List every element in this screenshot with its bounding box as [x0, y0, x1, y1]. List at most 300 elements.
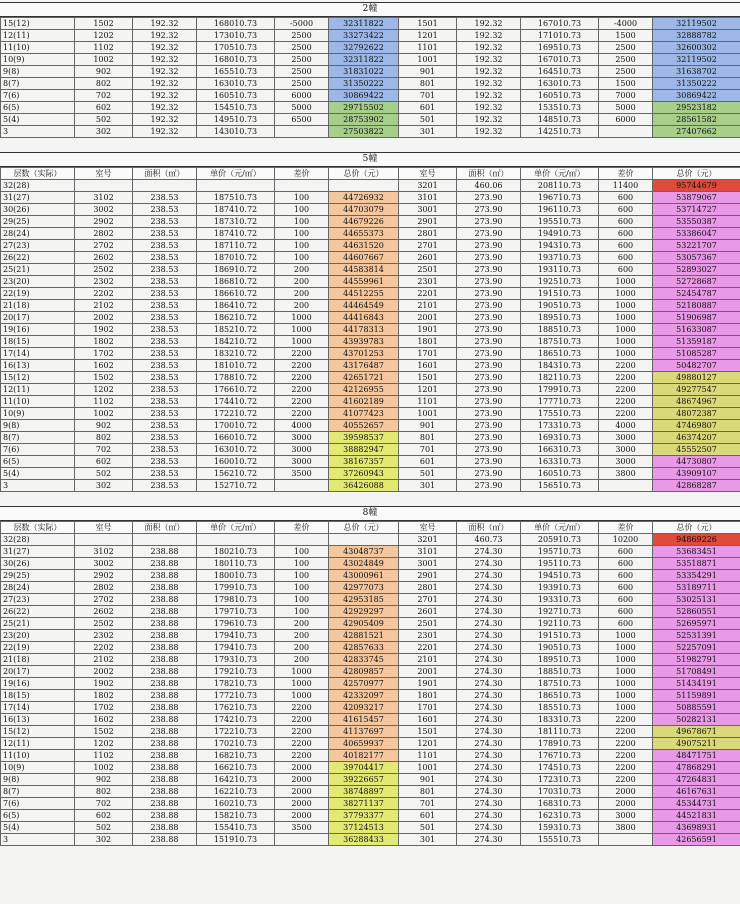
left-price-diff-cell[interactable]: 2000 — [275, 786, 329, 798]
left-room-cell[interactable]: 2302 — [75, 276, 133, 288]
right-price-diff-cell[interactable]: 600 — [599, 606, 653, 618]
left-unit-price-cell[interactable]: 183210.72 — [197, 348, 275, 360]
left-total-price-cell[interactable]: 44559961 — [329, 276, 399, 288]
left-price-diff-cell[interactable]: 200 — [275, 288, 329, 300]
right-price-diff-cell[interactable]: 1000 — [599, 288, 653, 300]
left-room-cell[interactable]: 1802 — [75, 690, 133, 702]
floor-cell[interactable]: 16(13) — [1, 714, 75, 726]
left-area-cell[interactable]: 238.88 — [133, 702, 197, 714]
right-area-cell[interactable]: 273.90 — [457, 300, 521, 312]
floor-cell[interactable]: 18(15) — [1, 336, 75, 348]
left-price-diff-cell[interactable]: 2200 — [275, 384, 329, 396]
left-area-cell[interactable]: 192.32 — [133, 42, 197, 54]
right-room-cell[interactable]: 2101 — [399, 300, 457, 312]
right-price-diff-cell[interactable]: 1000 — [599, 666, 653, 678]
left-price-diff-cell[interactable]: 100 — [275, 570, 329, 582]
right-area-cell[interactable]: 273.90 — [457, 468, 521, 480]
floor-cell[interactable]: 6(5) — [1, 456, 75, 468]
right-unit-price-cell[interactable]: 168310.73 — [521, 798, 599, 810]
right-total-price-cell[interactable]: 48674967 — [653, 396, 740, 408]
right-area-cell[interactable]: 273.90 — [457, 276, 521, 288]
left-room-cell[interactable]: 2202 — [75, 288, 133, 300]
right-unit-price-cell[interactable]: 175510.73 — [521, 408, 599, 420]
right-area-cell[interactable]: 274.30 — [457, 702, 521, 714]
floor-cell[interactable]: 19(16) — [1, 324, 75, 336]
left-total-price-cell[interactable]: 30869422 — [329, 90, 399, 102]
right-area-cell[interactable]: 273.90 — [457, 336, 521, 348]
right-area-cell[interactable]: 273.90 — [457, 408, 521, 420]
right-unit-price-cell[interactable]: 192710.73 — [521, 606, 599, 618]
left-area-cell[interactable]: 238.88 — [133, 822, 197, 834]
left-unit-price-cell[interactable]: 187110.72 — [197, 240, 275, 252]
left-total-price-cell[interactable]: 42833745 — [329, 654, 399, 666]
right-room-cell[interactable]: 3201 — [399, 534, 457, 546]
left-area-cell[interactable]: 238.88 — [133, 582, 197, 594]
right-price-diff-cell[interactable]: 600 — [599, 582, 653, 594]
left-room-cell[interactable]: 1102 — [75, 396, 133, 408]
left-area-cell[interactable]: 238.53 — [133, 348, 197, 360]
right-price-diff-cell[interactable]: 600 — [599, 204, 653, 216]
right-price-diff-cell[interactable]: 600 — [599, 570, 653, 582]
right-area-cell[interactable]: 274.30 — [457, 798, 521, 810]
left-room-cell[interactable]: 2002 — [75, 312, 133, 324]
left-area-cell[interactable]: 238.88 — [133, 714, 197, 726]
right-area-cell[interactable]: 274.30 — [457, 606, 521, 618]
left-price-diff-cell[interactable]: 200 — [275, 618, 329, 630]
left-area-cell[interactable]: 238.53 — [133, 432, 197, 444]
left-area-cell[interactable]: 238.53 — [133, 360, 197, 372]
right-room-cell[interactable]: 2901 — [399, 570, 457, 582]
column-header[interactable]: 总价（元） — [329, 522, 399, 534]
left-total-price-cell[interactable]: 44726932 — [329, 192, 399, 204]
right-unit-price-cell[interactable]: 196710.73 — [521, 192, 599, 204]
left-price-diff-cell[interactable]: 2200 — [275, 372, 329, 384]
left-area-cell[interactable]: 238.53 — [133, 264, 197, 276]
left-room-cell[interactable]: 602 — [75, 456, 133, 468]
right-room-cell[interactable]: 1701 — [399, 348, 457, 360]
right-room-cell[interactable]: 3101 — [399, 546, 457, 558]
left-room-cell[interactable]: 902 — [75, 66, 133, 78]
left-price-diff-cell[interactable]: 1000 — [275, 324, 329, 336]
right-total-price-cell[interactable]: 52531391 — [653, 630, 740, 642]
left-total-price-cell[interactable]: 42977073 — [329, 582, 399, 594]
left-price-diff-cell[interactable]: 1000 — [275, 336, 329, 348]
right-room-cell[interactable]: 701 — [399, 798, 457, 810]
right-total-price-cell[interactable]: 52893027 — [653, 264, 740, 276]
right-unit-price-cell[interactable]: 172310.73 — [521, 774, 599, 786]
right-area-cell[interactable]: 273.90 — [457, 456, 521, 468]
right-room-cell[interactable]: 2501 — [399, 264, 457, 276]
left-unit-price-cell[interactable]: 179410.73 — [197, 630, 275, 642]
right-price-diff-cell[interactable]: 1000 — [599, 336, 653, 348]
right-room-cell[interactable]: 301 — [399, 126, 457, 138]
right-price-diff-cell[interactable]: 2200 — [599, 762, 653, 774]
right-total-price-cell[interactable]: 51434191 — [653, 678, 740, 690]
left-price-diff-cell[interactable]: 2200 — [275, 714, 329, 726]
right-total-price-cell[interactable]: 52695971 — [653, 618, 740, 630]
right-price-diff-cell[interactable]: 3000 — [599, 432, 653, 444]
right-total-price-cell[interactable]: 53879067 — [653, 192, 740, 204]
right-area-cell[interactable]: 274.30 — [457, 594, 521, 606]
left-total-price-cell[interactable]: 39598537 — [329, 432, 399, 444]
left-price-diff-cell[interactable]: 100 — [275, 204, 329, 216]
left-total-price-cell[interactable]: 36426088 — [329, 480, 399, 492]
left-unit-price-cell[interactable]: 168010.73 — [197, 54, 275, 66]
right-room-cell[interactable]: 2101 — [399, 654, 457, 666]
left-room-cell[interactable]: 2902 — [75, 570, 133, 582]
right-room-cell[interactable]: 1501 — [399, 18, 457, 30]
right-unit-price-cell[interactable]: 194310.73 — [521, 240, 599, 252]
left-total-price-cell[interactable]: 44583814 — [329, 264, 399, 276]
left-total-price-cell[interactable]: 41077423 — [329, 408, 399, 420]
right-unit-price-cell[interactable]: 188510.73 — [521, 666, 599, 678]
left-area-cell[interactable]: 238.53 — [133, 276, 197, 288]
left-area-cell[interactable]: 238.53 — [133, 372, 197, 384]
right-total-price-cell[interactable]: 30869422 — [653, 90, 740, 102]
left-room-cell[interactable]: 1002 — [75, 408, 133, 420]
floor-cell[interactable]: 10(9) — [1, 408, 75, 420]
right-unit-price-cell[interactable]: 177710.73 — [521, 396, 599, 408]
left-room-cell[interactable]: 1502 — [75, 726, 133, 738]
right-unit-price-cell[interactable]: 205910.73 — [521, 534, 599, 546]
right-area-cell[interactable]: 192.32 — [457, 30, 521, 42]
column-header[interactable]: 室号 — [75, 522, 133, 534]
right-room-cell[interactable]: 2801 — [399, 228, 457, 240]
left-unit-price-cell[interactable]: 180010.73 — [197, 570, 275, 582]
left-unit-price-cell[interactable]: 179610.73 — [197, 618, 275, 630]
left-price-diff-cell[interactable]: 6000 — [275, 90, 329, 102]
right-total-price-cell[interactable]: 42656591 — [653, 834, 740, 846]
right-area-cell[interactable]: 273.90 — [457, 420, 521, 432]
right-area-cell[interactable]: 274.30 — [457, 570, 521, 582]
left-price-diff-cell[interactable]: 100 — [275, 228, 329, 240]
right-area-cell[interactable]: 274.30 — [457, 726, 521, 738]
right-area-cell[interactable]: 274.30 — [457, 546, 521, 558]
left-area-cell[interactable]: 238.53 — [133, 312, 197, 324]
right-price-diff-cell[interactable]: 2200 — [599, 726, 653, 738]
right-price-diff-cell[interactable]: 3800 — [599, 468, 653, 480]
right-unit-price-cell[interactable]: 179910.73 — [521, 384, 599, 396]
right-price-diff-cell[interactable]: 1500 — [599, 78, 653, 90]
left-total-price-cell[interactable]: 38748897 — [329, 786, 399, 798]
right-price-diff-cell[interactable] — [599, 126, 653, 138]
left-unit-price-cell[interactable]: 156210.72 — [197, 468, 275, 480]
right-unit-price-cell[interactable]: 153510.73 — [521, 102, 599, 114]
left-room-cell[interactable]: 1902 — [75, 678, 133, 690]
left-unit-price-cell[interactable]: 163010.73 — [197, 78, 275, 90]
right-unit-price-cell[interactable]: 171010.73 — [521, 30, 599, 42]
left-total-price-cell[interactable]: 38167357 — [329, 456, 399, 468]
right-unit-price-cell[interactable]: 192110.73 — [521, 618, 599, 630]
right-room-cell[interactable]: 601 — [399, 102, 457, 114]
left-room-cell[interactable]: 1502 — [75, 372, 133, 384]
left-room-cell[interactable]: 1102 — [75, 750, 133, 762]
right-area-cell[interactable]: 273.90 — [457, 384, 521, 396]
floor-cell[interactable]: 31(27) — [1, 192, 75, 204]
left-total-price-cell[interactable]: 41602189 — [329, 396, 399, 408]
right-price-diff-cell[interactable]: 2200 — [599, 738, 653, 750]
left-unit-price-cell[interactable]: 187410.72 — [197, 204, 275, 216]
column-header[interactable]: 总价（元） — [329, 168, 399, 180]
left-room-cell[interactable]: 802 — [75, 78, 133, 90]
right-area-cell[interactable]: 274.30 — [457, 642, 521, 654]
right-area-cell[interactable]: 274.30 — [457, 762, 521, 774]
left-total-price-cell[interactable]: 38271137 — [329, 798, 399, 810]
right-area-cell[interactable]: 274.30 — [457, 666, 521, 678]
floor-cell[interactable]: 28(24) — [1, 582, 75, 594]
left-price-diff-cell[interactable]: 2000 — [275, 774, 329, 786]
right-price-diff-cell[interactable]: 1500 — [599, 30, 653, 42]
right-room-cell[interactable]: 2001 — [399, 666, 457, 678]
floor-cell[interactable]: 12(11) — [1, 384, 75, 396]
right-room-cell[interactable]: 1201 — [399, 384, 457, 396]
left-unit-price-cell[interactable]: 176210.73 — [197, 702, 275, 714]
right-room-cell[interactable]: 2701 — [399, 594, 457, 606]
right-price-diff-cell[interactable]: 600 — [599, 252, 653, 264]
left-unit-price-cell[interactable]: 154510.73 — [197, 102, 275, 114]
left-price-diff-cell[interactable]: 100 — [275, 546, 329, 558]
right-price-diff-cell[interactable]: 2500 — [599, 42, 653, 54]
left-price-diff-cell[interactable]: -5000 — [275, 18, 329, 30]
right-room-cell[interactable]: 2601 — [399, 606, 457, 618]
left-room-cell[interactable]: 702 — [75, 90, 133, 102]
right-area-cell[interactable]: 274.30 — [457, 774, 521, 786]
left-price-diff-cell[interactable]: 1000 — [275, 690, 329, 702]
right-area-cell[interactable]: 274.30 — [457, 690, 521, 702]
right-total-price-cell[interactable]: 53189711 — [653, 582, 740, 594]
right-unit-price-cell[interactable]: 156510.73 — [521, 480, 599, 492]
left-total-price-cell[interactable]: 42126955 — [329, 384, 399, 396]
column-header[interactable]: 差价 — [275, 522, 329, 534]
right-total-price-cell[interactable]: 32119502 — [653, 54, 740, 66]
floor-cell[interactable]: 7(6) — [1, 444, 75, 456]
left-price-diff-cell[interactable]: 5000 — [275, 102, 329, 114]
left-unit-price-cell[interactable]: 166210.73 — [197, 762, 275, 774]
left-price-diff-cell[interactable] — [275, 180, 329, 192]
floor-cell[interactable]: 8(7) — [1, 78, 75, 90]
right-total-price-cell[interactable]: 27407662 — [653, 126, 740, 138]
right-area-cell[interactable]: 273.90 — [457, 360, 521, 372]
left-total-price-cell[interactable]: 44178313 — [329, 324, 399, 336]
floor-cell[interactable]: 18(15) — [1, 690, 75, 702]
right-area-cell[interactable]: 273.90 — [457, 444, 521, 456]
left-room-cell[interactable]: 1602 — [75, 714, 133, 726]
floor-cell[interactable]: 12(11) — [1, 738, 75, 750]
left-unit-price-cell[interactable]: 173010.73 — [197, 30, 275, 42]
right-area-cell[interactable]: 274.30 — [457, 834, 521, 846]
left-unit-price-cell[interactable]: 184210.72 — [197, 336, 275, 348]
left-price-diff-cell[interactable]: 2200 — [275, 408, 329, 420]
right-total-price-cell[interactable]: 50282131 — [653, 714, 740, 726]
right-room-cell[interactable]: 701 — [399, 90, 457, 102]
right-room-cell[interactable]: 1801 — [399, 690, 457, 702]
right-room-cell[interactable]: 901 — [399, 66, 457, 78]
floor-cell[interactable]: 27(23) — [1, 240, 75, 252]
left-room-cell[interactable]: 502 — [75, 468, 133, 480]
floor-cell[interactable]: 3 — [1, 480, 75, 492]
left-area-cell[interactable]: 238.53 — [133, 336, 197, 348]
right-price-diff-cell[interactable]: 2200 — [599, 360, 653, 372]
left-total-price-cell[interactable]: 44703079 — [329, 204, 399, 216]
right-room-cell[interactable]: 801 — [399, 786, 457, 798]
right-total-price-cell[interactable]: 53025131 — [653, 594, 740, 606]
left-unit-price-cell[interactable]: 168210.73 — [197, 750, 275, 762]
right-price-diff-cell[interactable]: 1000 — [599, 702, 653, 714]
left-unit-price-cell[interactable]: 174410.72 — [197, 396, 275, 408]
right-room-cell[interactable]: 1501 — [399, 726, 457, 738]
left-price-diff-cell[interactable]: 6500 — [275, 114, 329, 126]
floor-cell[interactable]: 15(12) — [1, 18, 75, 30]
right-area-cell[interactable]: 273.90 — [457, 264, 521, 276]
left-room-cell[interactable]: 3102 — [75, 192, 133, 204]
left-unit-price-cell[interactable]: 181010.72 — [197, 360, 275, 372]
right-total-price-cell[interactable]: 53550387 — [653, 216, 740, 228]
left-room-cell[interactable]: 2102 — [75, 300, 133, 312]
right-price-diff-cell[interactable]: 600 — [599, 618, 653, 630]
right-unit-price-cell[interactable]: 169510.73 — [521, 42, 599, 54]
right-unit-price-cell[interactable]: 181110.73 — [521, 726, 599, 738]
left-unit-price-cell[interactable]: 187310.72 — [197, 216, 275, 228]
right-price-diff-cell[interactable]: 1000 — [599, 630, 653, 642]
left-total-price-cell[interactable]: 44607667 — [329, 252, 399, 264]
right-area-cell[interactable]: 273.90 — [457, 480, 521, 492]
left-room-cell[interactable]: 2802 — [75, 582, 133, 594]
right-unit-price-cell[interactable]: 208110.73 — [521, 180, 599, 192]
right-total-price-cell[interactable]: 28561582 — [653, 114, 740, 126]
right-room-cell[interactable]: 2201 — [399, 288, 457, 300]
right-room-cell[interactable]: 801 — [399, 78, 457, 90]
column-header[interactable]: 差价 — [275, 168, 329, 180]
left-price-diff-cell[interactable]: 2500 — [275, 78, 329, 90]
right-price-diff-cell[interactable]: 2500 — [599, 54, 653, 66]
right-unit-price-cell[interactable]: 162310.73 — [521, 810, 599, 822]
left-unit-price-cell[interactable] — [197, 180, 275, 192]
floor-cell[interactable]: 32(28) — [1, 534, 75, 546]
floor-cell[interactable]: 19(16) — [1, 678, 75, 690]
right-area-cell[interactable]: 460.73 — [457, 534, 521, 546]
left-total-price-cell[interactable]: 38882947 — [329, 444, 399, 456]
left-unit-price-cell[interactable]: 172210.73 — [197, 726, 275, 738]
right-area-cell[interactable]: 274.30 — [457, 810, 521, 822]
left-total-price-cell[interactable]: 37124513 — [329, 822, 399, 834]
left-room-cell[interactable]: 802 — [75, 432, 133, 444]
floor-cell[interactable]: 15(12) — [1, 726, 75, 738]
left-room-cell[interactable]: 1202 — [75, 738, 133, 750]
left-unit-price-cell[interactable]: 166010.72 — [197, 432, 275, 444]
right-price-diff-cell[interactable]: 3000 — [599, 456, 653, 468]
left-unit-price-cell[interactable]: 143010.73 — [197, 126, 275, 138]
left-room-cell[interactable]: 302 — [75, 834, 133, 846]
left-unit-price-cell[interactable]: 165510.73 — [197, 66, 275, 78]
left-area-cell[interactable] — [133, 534, 197, 546]
right-price-diff-cell[interactable]: 600 — [599, 240, 653, 252]
left-area-cell[interactable]: 238.53 — [133, 444, 197, 456]
floor-cell[interactable]: 31(27) — [1, 546, 75, 558]
left-unit-price-cell[interactable]: 149510.73 — [197, 114, 275, 126]
right-price-diff-cell[interactable]: 11400 — [599, 180, 653, 192]
floor-cell[interactable]: 27(23) — [1, 594, 75, 606]
floor-cell[interactable]: 30(26) — [1, 204, 75, 216]
right-total-price-cell[interactable]: 51359187 — [653, 336, 740, 348]
right-unit-price-cell[interactable]: 182110.73 — [521, 372, 599, 384]
right-price-diff-cell[interactable]: 7000 — [599, 90, 653, 102]
right-unit-price-cell[interactable]: 186510.73 — [521, 348, 599, 360]
left-total-price-cell[interactable]: 42651721 — [329, 372, 399, 384]
left-price-diff-cell[interactable]: 3500 — [275, 822, 329, 834]
right-area-cell[interactable]: 274.30 — [457, 582, 521, 594]
floor-cell[interactable]: 11(10) — [1, 42, 75, 54]
left-price-diff-cell[interactable]: 200 — [275, 642, 329, 654]
left-total-price-cell[interactable]: 43048737 — [329, 546, 399, 558]
right-room-cell[interactable]: 901 — [399, 420, 457, 432]
floor-cell[interactable]: 21(18) — [1, 654, 75, 666]
left-price-diff-cell[interactable]: 2200 — [275, 702, 329, 714]
floor-cell[interactable]: 7(6) — [1, 90, 75, 102]
left-room-cell[interactable]: 2302 — [75, 630, 133, 642]
left-total-price-cell[interactable]: 43701253 — [329, 348, 399, 360]
floor-cell[interactable]: 5(4) — [1, 114, 75, 126]
left-price-diff-cell[interactable]: 2200 — [275, 726, 329, 738]
right-total-price-cell[interactable]: 49277547 — [653, 384, 740, 396]
right-room-cell[interactable]: 501 — [399, 468, 457, 480]
right-total-price-cell[interactable]: 53221707 — [653, 240, 740, 252]
floor-cell[interactable]: 6(5) — [1, 810, 75, 822]
left-price-diff-cell[interactable]: 3000 — [275, 444, 329, 456]
right-total-price-cell[interactable]: 46374207 — [653, 432, 740, 444]
left-total-price-cell[interactable]: 42809857 — [329, 666, 399, 678]
left-room-cell[interactable]: 2002 — [75, 666, 133, 678]
right-room-cell[interactable]: 901 — [399, 774, 457, 786]
left-total-price-cell[interactable]: 39226657 — [329, 774, 399, 786]
right-total-price-cell[interactable]: 47469807 — [653, 420, 740, 432]
left-total-price-cell[interactable]: 37793377 — [329, 810, 399, 822]
right-price-diff-cell[interactable]: -4000 — [599, 18, 653, 30]
right-total-price-cell[interactable]: 32888782 — [653, 30, 740, 42]
right-total-price-cell[interactable]: 52860551 — [653, 606, 740, 618]
right-price-diff-cell[interactable] — [599, 480, 653, 492]
right-price-diff-cell[interactable]: 1000 — [599, 324, 653, 336]
floor-cell[interactable]: 9(8) — [1, 774, 75, 786]
right-total-price-cell[interactable]: 53714727 — [653, 204, 740, 216]
floor-cell[interactable]: 23(20) — [1, 276, 75, 288]
right-area-cell[interactable]: 273.90 — [457, 288, 521, 300]
right-price-diff-cell[interactable]: 1000 — [599, 300, 653, 312]
column-header[interactable]: 单价（元/㎡） — [197, 168, 275, 180]
left-room-cell[interactable]: 1902 — [75, 324, 133, 336]
left-room-cell[interactable]: 2502 — [75, 264, 133, 276]
left-total-price-cell[interactable]: 40659937 — [329, 738, 399, 750]
left-total-price-cell[interactable]: 28753902 — [329, 114, 399, 126]
left-total-price-cell[interactable]: 42953185 — [329, 594, 399, 606]
right-unit-price-cell[interactable]: 178910.73 — [521, 738, 599, 750]
left-price-diff-cell[interactable]: 100 — [275, 558, 329, 570]
left-total-price-cell[interactable]: 43939783 — [329, 336, 399, 348]
column-header[interactable]: 单价（元/㎡） — [521, 168, 599, 180]
right-unit-price-cell[interactable]: 170310.73 — [521, 786, 599, 798]
right-area-cell[interactable]: 274.30 — [457, 618, 521, 630]
right-price-diff-cell[interactable]: 2000 — [599, 786, 653, 798]
right-price-diff-cell[interactable]: 2000 — [599, 798, 653, 810]
right-total-price-cell[interactable]: 51633087 — [653, 324, 740, 336]
right-area-cell[interactable]: 274.30 — [457, 630, 521, 642]
left-room-cell[interactable]: 2102 — [75, 654, 133, 666]
right-room-cell[interactable]: 601 — [399, 456, 457, 468]
left-area-cell[interactable]: 238.88 — [133, 606, 197, 618]
left-unit-price-cell[interactable]: 174210.73 — [197, 714, 275, 726]
left-unit-price-cell[interactable]: 179710.73 — [197, 606, 275, 618]
left-total-price-cell[interactable]: 41615457 — [329, 714, 399, 726]
floor-cell[interactable]: 9(8) — [1, 420, 75, 432]
